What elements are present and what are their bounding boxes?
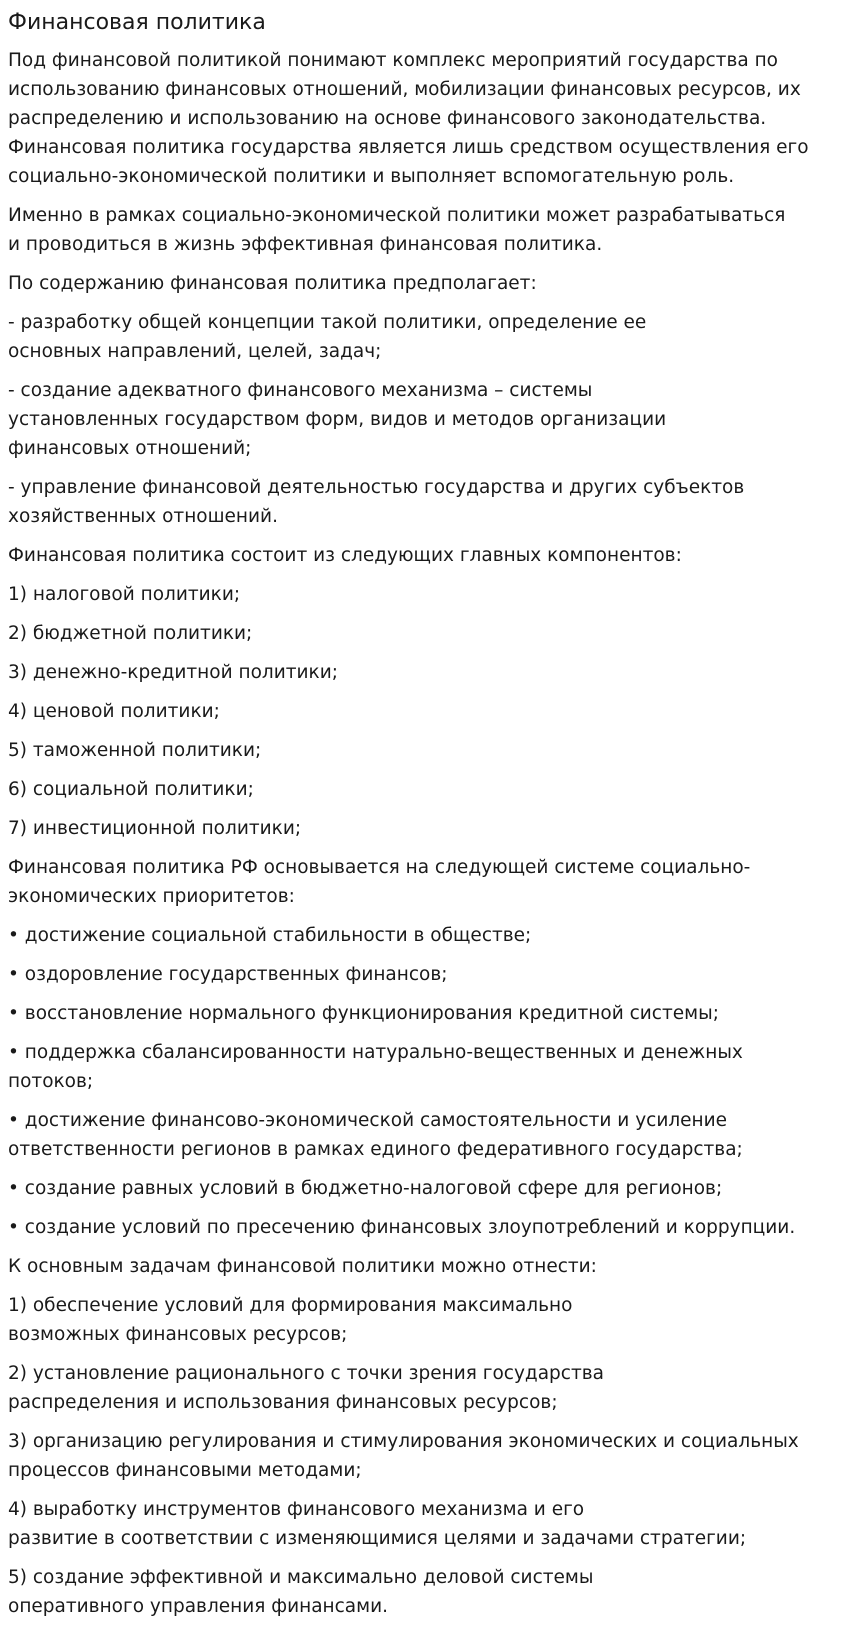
list-item: 6) социальной политики; <box>8 779 254 800</box>
list-item: 7) инвестиционной политики; <box>8 818 302 839</box>
list-item: - управление финансовой деятельностью государства и других субъектов хозяйственных отношений. <box>8 477 745 527</box>
list-item: • достижение финансово-экономической самостоятельности и усиление ответственности регионов в рамках единого федеративного государства; <box>8 1110 743 1160</box>
list-item: • достижение социальной стабильности в обществе; <box>8 925 532 946</box>
list-item: 4) ценовой политики; <box>8 701 220 722</box>
list-item: • создание условий по пресечению финансовых злоупотреблений и коррупции. <box>8 1217 796 1238</box>
list-item: 5) таможенной политики; <box>8 740 262 761</box>
list-item: 2) установление рационального с точки зрения государства распределения и использования финансовых ресурсов; <box>8 1363 604 1413</box>
list-item: 5) создание эффективной и максимально деловой системы оперативного управления финансами. <box>8 1567 594 1617</box>
page-title: Финансовая политика <box>8 10 266 35</box>
paragraph-tasks-intro: К основным задачам финансовой политики можно отнести: <box>8 1256 597 1277</box>
list-item: 3) денежно-кредитной политики; <box>8 662 338 683</box>
paragraph-definition: Под финансовой политикой понимают комплекс мероприятий государства по использованию финансовых отношений, мобилизации финансовых ресурсов, их распределению и использованию на основе финансового законодательства. Финансовая политика государства является лишь средством осуществления его социально-экономической политики и выполняет вспомогательную роль. <box>8 50 809 187</box>
paragraph-components-intro: Финансовая политика состоит из следующих главных компонентов: <box>8 545 682 566</box>
list-item: 4) выработку инструментов финансового механизма и его развитие в соответствии с изменяющимися целями и задачами стратегии; <box>8 1499 747 1549</box>
document-body <box>8 46 839 1621</box>
list-item: - создание адекватного финансового механизма – системы установленных государством форм, видов и методов организации финансовых отношений; <box>8 380 667 459</box>
paragraph-content-intro: По содержанию финансовая политика предполагает: <box>8 273 537 294</box>
list-item: 1) обеспечение условий для формирования максимально возможных финансовых ресурсов; <box>8 1295 573 1345</box>
list-item: • поддержка сбалансированности натурально-вещественных и денежных потоков; <box>8 1042 743 1092</box>
paragraph-framework: Именно в рамках социально-экономической политики может разрабатываться и проводиться в жизнь эффективная финансовая политика. <box>8 205 786 255</box>
list-item: 2) бюджетной политики; <box>8 623 253 644</box>
list-item: • восстановление нормального функционирования кредитной системы; <box>8 1003 719 1024</box>
list-item: 1) налоговой политики; <box>8 584 241 605</box>
list-item: 3) организацию регулирования и стимулирования экономических и социальных процессов финансовыми методами; <box>8 1431 799 1481</box>
paragraph-priorities-intro: Финансовая политика РФ основывается на следующей системе социально- экономических приоритетов: <box>8 857 751 907</box>
list-item: • оздоровление государственных финансов; <box>8 964 448 985</box>
list-item: - разработку общей концепции такой политики, определение ее основных направлений, целей, задач; <box>8 312 647 362</box>
list-item: • создание равных условий в бюджетно-налоговой сфере для регионов; <box>8 1178 723 1199</box>
